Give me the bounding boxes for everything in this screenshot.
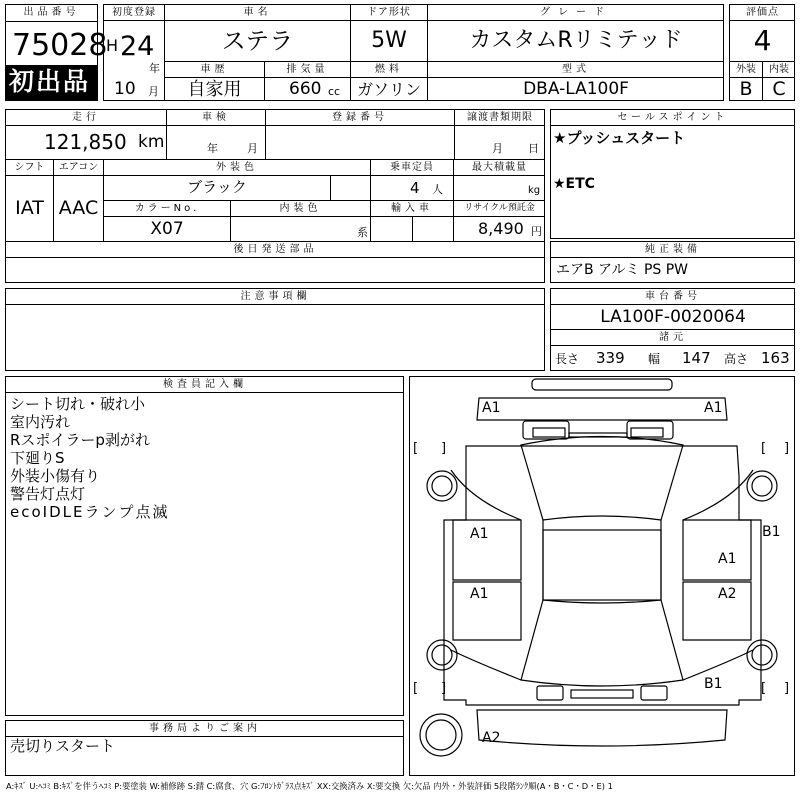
displacement-label: 排気量 [286,64,329,75]
reg-year: 24 [120,31,155,62]
first-listing-badge-text: 初出品 [9,67,91,96]
fuel-label: 燃料 [375,64,403,75]
inspector-line-2: 室内汚れ [10,413,71,431]
mark-front-right: A1 [704,400,723,416]
mark-front-left: A1 [482,400,501,416]
notes-label: 注意事項欄 [240,291,311,302]
history: 自家用 [187,79,242,100]
height: 163 [761,349,790,367]
displacement-unit: cc [328,85,341,98]
mark-right-front-door: A1 [718,551,737,567]
mark-left-rear-door: A1 [470,586,489,602]
inspector-line-5: 外装小傷有り [10,467,101,485]
width-label: 幅 [648,352,661,366]
transfer-month-unit: 月 [492,142,503,155]
inspector-line-3: Rスポイラーp剥がれ [10,431,150,449]
interior-color-label: 内装色 [279,203,322,214]
svg-text:[: [ [761,441,767,456]
capacity-label: 乗車定員 [390,162,434,173]
door-label: ドア形状 [367,7,411,18]
shift: IAT [15,197,44,219]
inspector-line-6: 警告灯点灯 [10,485,86,503]
exterior-label: 外装 [736,64,756,75]
interior-label: 内装 [769,64,789,75]
office-message: 売切りスタート [10,737,116,755]
reg-month-unit: 月 [148,85,159,98]
car-name-label: 車名 [243,7,272,18]
ac-label: エアコン [58,162,99,173]
exterior-grade: B [739,78,753,100]
sales-point-1: ★プッシュスタート [553,129,686,147]
reg-month: 10 [114,79,136,99]
mark-rear: A2 [482,730,501,746]
inspector-line-7: ecoIDLEランプ点滅 [10,503,170,521]
lot-number: 75028 [12,28,108,63]
recycle-label: リサイクル預託金 [464,203,535,213]
mark-right-rear-door: A2 [718,586,737,602]
inspection-label: 車検 [202,112,230,123]
registration-label: 初度登録 [112,7,156,18]
inspector-line-1: シート切れ・破れ小 [10,395,146,413]
color-label: 外装色 [216,162,258,173]
load-unit: kg [528,185,541,196]
reg-era: H [106,36,119,55]
car-name: ステラ [221,27,294,55]
interior-color-unit: 系 [357,226,368,239]
lot-number-label: 出品番号 [23,7,80,18]
interior-grade: C [772,78,786,100]
score-label: 評価点 [746,7,779,18]
mark-left-front-door: A1 [470,526,489,542]
dims-label: 諸元 [659,332,687,343]
color-no-label: カラーNo. [134,203,200,214]
history-label: 車歴 [200,64,229,75]
air-conditioner: AAC [58,197,99,219]
svg-text:[: [ [413,441,419,456]
door-type: 5W [371,28,407,53]
svg-text:]: ] [441,681,447,696]
office-label: 事務局よりご案内 [149,723,261,734]
mileage-unit: km [138,132,165,152]
mark-right-rear-quarter: B1 [704,676,723,692]
transfer-label: 譲渡書類期限 [467,112,533,123]
equipment-label: 純正装備 [645,244,701,255]
svg-text:[: [ [413,681,419,696]
grade: カスタムRリミテッド [469,28,683,53]
mileage: 121,850 [44,130,127,154]
chassis-label: 車台番号 [645,291,701,302]
displacement: 660 [289,79,322,99]
height-label: 高さ [724,352,749,366]
capacity: 4 [410,179,420,197]
inspector-line-4: 下廻りS [10,449,65,467]
inspection-month-unit: 月 [247,142,258,155]
mark-right-front-fender: B1 [762,524,781,540]
transfer-day-unit: 日 [528,142,539,155]
recycle-fee: 8,490 [478,219,524,238]
recycle-fee-unit: 円 [531,225,542,238]
svg-text:]: ] [784,681,790,696]
sales-point-2: ★ETC [553,176,595,192]
length-label: 長さ [555,352,580,366]
sales-points-label: セールスポイント [617,112,729,123]
equipment: エアB アルミ PS PW [556,262,689,278]
grade-label: グレード [540,7,612,18]
svg-text:[: [ [761,681,767,696]
svg-text:]: ] [441,441,447,456]
load-label: 最大積載量 [472,162,527,173]
length: 339 [596,349,625,367]
model-code: DBA-LA100F [523,79,629,99]
import-label: 輸入車 [391,203,433,214]
inspector-label: 検査員記入欄 [163,379,247,390]
parts-label: 後日発送部品 [233,244,318,255]
mileage-label: 走行 [72,112,100,123]
exterior-color: ブラック [187,178,247,196]
chassis-number: LA100F-0020064 [600,307,746,327]
model-label: 型式 [562,64,590,75]
color-number: X07 [150,219,184,239]
plate-label: 登録番号 [332,112,388,123]
car-diagram [409,376,795,776]
reg-year-unit: 年 [149,62,160,75]
svg-text:]: ] [784,441,790,456]
inspection-year-unit: 年 [207,142,218,155]
fuel: ガソリン [356,80,421,99]
overall-score: 4 [753,24,772,57]
width: 147 [682,349,711,367]
legend: A:ｷｽﾞ U:ﾍｺﾐ B:ｷｽﾞを伴うﾍｺﾐ P:要塗装 W:補修跡 S:錆 C:腐食、穴 G:ﾌﾛﾝﾄｶﾞﾗｽ点ｷｽﾞ XX:交換済み X:要交換 欠:欠品 内外・外装評価 5段階ﾗﾝｸ順(A・B・C・D・E) 1 [6,781,613,791]
shift-label: シフト [14,162,45,173]
capacity-unit: 人 [432,183,443,196]
